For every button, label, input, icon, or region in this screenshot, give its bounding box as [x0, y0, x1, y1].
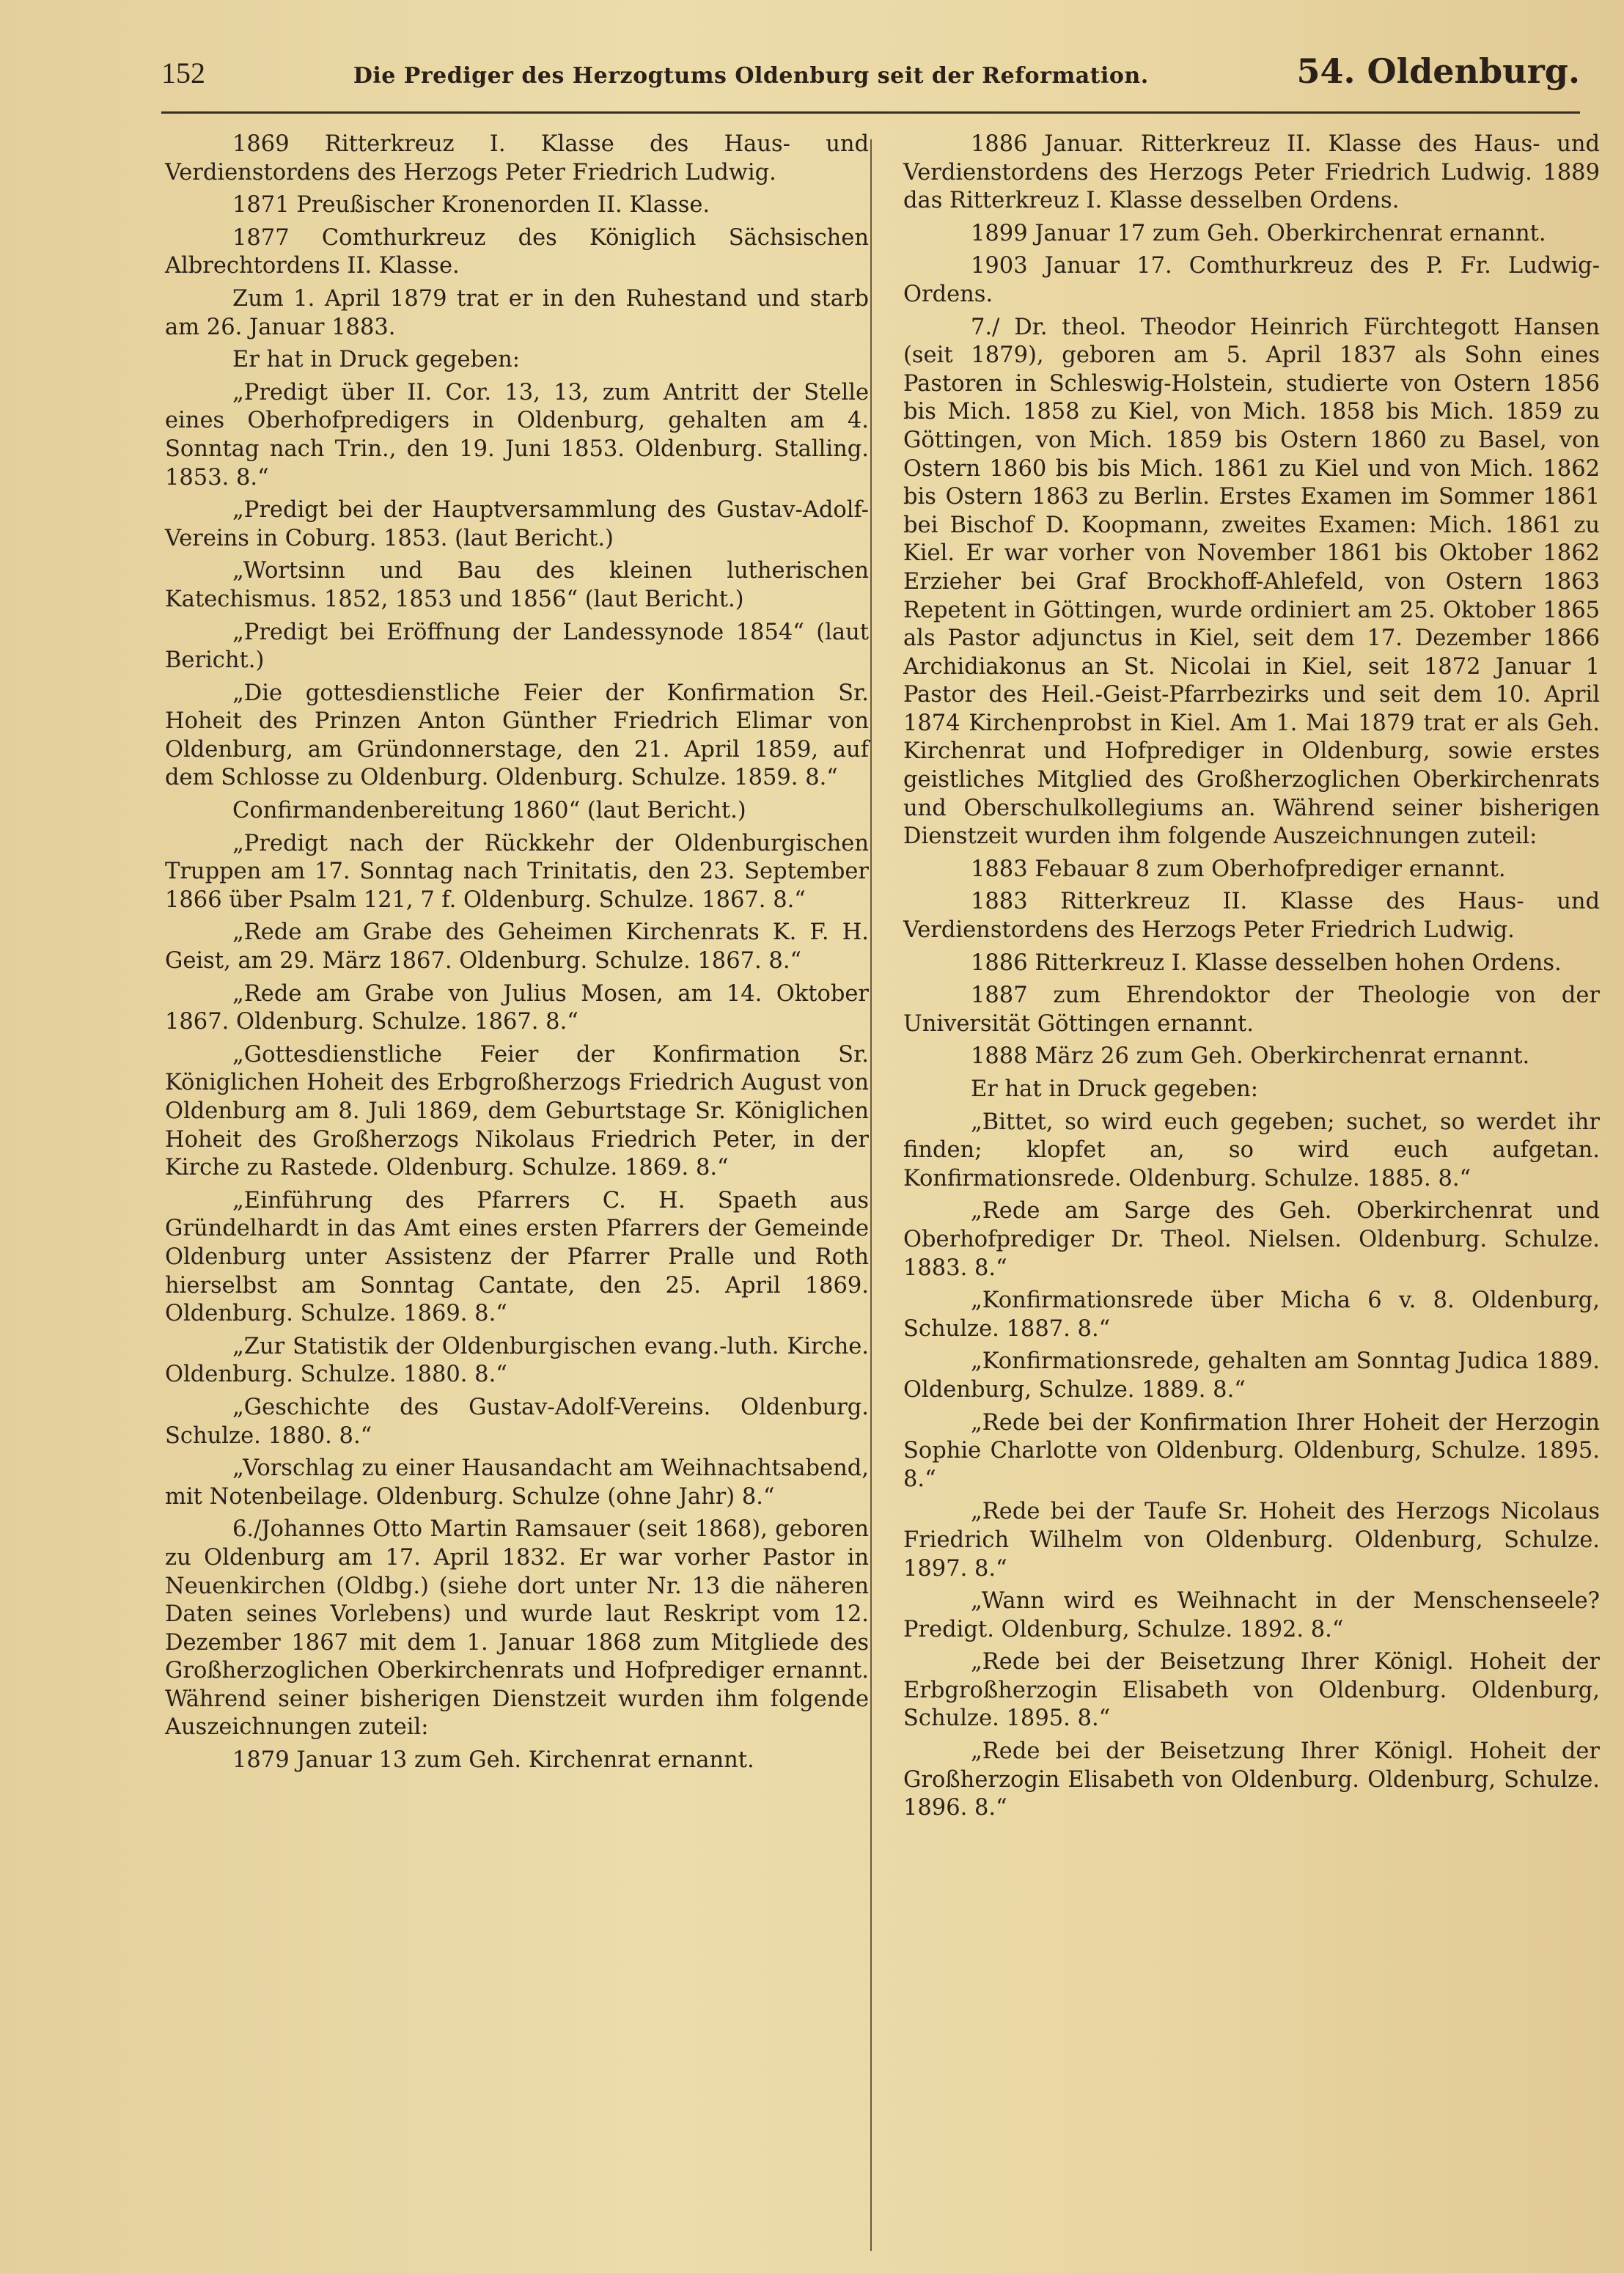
- paragraph: „Predigt bei Eröffnung der Landessynode 1854“ (laut Bericht.): [165, 619, 869, 674]
- paragraph: „Rede am Grabe des Geheimen Kirchenrats K. F. H. Geist, am 29. März 1867. Oldenburg. Schulze. 1867. 8.“: [165, 919, 869, 974]
- paragraph: „Zur Statistik der Oldenburgischen evang.-luth. Kirche. Oldenburg. Schulze. 1880. 8.“: [165, 1333, 869, 1388]
- paragraph: „Rede bei der Taufe Sr. Hoheit des Herzogs Nicolaus Friedrich Wilhelm von Oldenburg. Oldenburg, Schulze. 1897. 8.“: [903, 1499, 1600, 1582]
- paragraph: „Rede am Grabe von Julius Mosen, am 14. Oktober 1867. Oldenburg. Schulze. 1867. 8.“: [165, 980, 869, 1035]
- paragraph: 1883 Ritterkreuz II. Klasse des Haus- und Verdienstordens des Herzogs Peter Friedrich Ludwig.: [903, 889, 1600, 944]
- paragraph: 1871 Preußischer Kronenorden II. Klasse.: [232, 192, 710, 219]
- paragraph: 1899 Januar 17 zum Geh. Oberkirchenrat ernannt.: [971, 220, 1546, 246]
- paragraph: „Rede bei der Konfirmation Ihrer Hoheit der Herzogin Sophie Charlotte von Oldenburg. Oldenburg, Schulze. 1895. 8.“: [903, 1409, 1600, 1492]
- paragraph: „Konfirmationsrede, gehalten am Sonntag Judica 1889. Oldenburg, Schulze. 1889. 8.“: [903, 1348, 1600, 1403]
- paragraph: 1888 März 26 zum Geh. Oberkirchenrat ernannt.: [971, 1043, 1530, 1070]
- paragraph: 6./Johannes Otto Martin Ramsauer (seit 1868), geboren zu Oldenburg am 17. April 1832. Er war vorher Pastor in Neuenkirchen (Oldbg.) (siehe dort unter Nr. 13 die näheren Daten seines Vorlebens) und wurde laut Reskript vom 12. Dezember 1867 mit dem 1. Januar 1868 zum Mitgliede des Großherzoglichen Oberkirchenrats und Hofprediger ernannt. Während seiner bisherigen Dienstzeit wurden ihm folgende Auszeichnungen zuteil:: [165, 1516, 869, 1741]
- paragraph: Confirmandenbereitung 1860“ (laut Bericht.): [232, 798, 746, 824]
- left-column: [165, 131, 869, 1780]
- paragraph: „Gottesdienstliche Feier der Konfirmation Sr. Königlichen Hoheit des Erbgroßherzogs Friedrich August von Oldenburg am 8. Juli 1869, dem Geburtstage Sr. Königlichen Hoheit des Großherzogs Nikolaus Friedrich Peter, in der Kirche zu Rastede. Oldenburg. Schulze. 1869. 8.“: [165, 1041, 869, 1181]
- paragraph: „Vorschlag zu einer Hausandacht am Weihnachtsabend, mit Notenbeilage. Oldenburg. Schulze (ohne Jahr) 8.“: [165, 1455, 869, 1510]
- paragraph: 1879 Januar 13 zum Geh. Kirchenrat ernannt.: [232, 1747, 754, 1774]
- paragraph: 1887 zum Ehrendoktor der Theologie von der Universität Göttingen ernannt.: [903, 983, 1600, 1037]
- paragraph: 1886 Januar. Ritterkreuz II. Klasse des Haus- und Verdienstordens des Herzogs Peter Friedrich Ludwig. 1889 das Ritterkreuz I. Klasse desselben Ordens.: [903, 131, 1600, 214]
- paragraph: „Bittet, so wird euch gegeben; suchet, so werdet ihr finden; klopfet an, so wird euch aufgetan. Konfirmationsrede. Oldenburg. Schulze. 1885. 8.“: [903, 1109, 1600, 1191]
- paragraph: Zum 1. April 1879 trat er in den Ruhestand und starb am 26. Januar 1883.: [165, 285, 869, 340]
- paragraph: „Einführung des Pfarrers C. H. Spaeth aus Gründelhardt in das Amt eines ersten Pfarrers der Gemeinde Oldenburg unter Assistenz der Pfarrer Pralle und Roth hierselbst am Sonntag Cantate, den 25. April 1869. Oldenburg. Schulze. 1869. 8.“: [165, 1187, 869, 1327]
- paragraph: „Rede am Sarge des Geh. Oberkirchenrat und Oberhofprediger Dr. Theol. Nielsen. Oldenburg. Schulze. 1883. 8.“: [903, 1198, 1600, 1281]
- paragraph: 1886 Ritterkreuz I. Klasse desselben hohen Ordens.: [971, 950, 1562, 976]
- section-title: 54. Oldenburg.: [1296, 51, 1580, 91]
- paragraph: „Predigt nach der Rückkehr der Oldenburgischen Truppen am 17. Sonntag nach Trinitatis, den 23. September 1866 über Psalm 121, 7 f. Oldenburg. Schulze. 1867. 8.“: [165, 830, 869, 913]
- paragraph: „Predigt bei der Hauptversammlung des Gustav-Adolf-Vereins in Coburg. 1853. (laut Bericht.): [165, 497, 869, 551]
- paragraph: 1883 Febauar 8 zum Oberhofprediger ernannt.: [971, 856, 1506, 882]
- paragraph: „Wortsinn und Bau des kleinen lutherischen Katechismus. 1852, 1853 und 1856“ (laut Bericht.): [165, 558, 869, 612]
- paragraph: „Geschichte des Gustav-Adolf-Vereins. Oldenburg. Schulze. 1880. 8.“: [165, 1394, 869, 1449]
- paragraph: 1869 Ritterkreuz I. Klasse des Haus- und Verdienstordens des Herzogs Peter Friedrich Ludwig.: [165, 131, 869, 186]
- paragraph: „Konfirmationsrede über Micha 6 v. 8. Oldenburg, Schulze. 1887. 8.“: [903, 1288, 1600, 1342]
- right-column: [903, 131, 1600, 1827]
- paragraph: „Rede bei der Beisetzung Ihrer Königl. Hoheit der Großherzogin Elisabeth von Oldenburg. Oldenburg, Schulze. 1896. 8.“: [903, 1738, 1600, 1821]
- paragraph: 1877 Comthurkreuz des Königlich Sächsischen Albrechtordens II. Klasse.: [165, 224, 869, 279]
- paragraph: 1903 Januar 17. Comthurkreuz des P. Fr. Ludwig-Ordens.: [903, 253, 1600, 307]
- paragraph: „Predigt über II. Cor. 13, 13, zum Antritt der Stelle eines Oberhofpredigers in Oldenburg, gehalten am 4. Sonntag nach Trin., den 19. Juni 1853. Oldenburg. Stalling. 1853. 8.“: [165, 379, 869, 491]
- column-divider: [870, 139, 872, 2251]
- paragraph: „Die gottesdienstliche Feier der Konfirmation Sr. Hoheit des Prinzen Anton Günther Friedrich Elimar von Oldenburg, am Gründonnerstage, den 21. April 1859, auf dem Schlosse zu Oldenburg. Oldenburg. Schulze. 1859. 8.“: [165, 680, 869, 791]
- paragraph: Er hat in Druck gegeben:: [232, 347, 520, 373]
- page-number: 152: [161, 56, 205, 89]
- paragraph: „Wann wird es Weihnacht in der Menschenseele? Predigt. Oldenburg, Schulze. 1892. 8.“: [903, 1588, 1600, 1642]
- paragraph: Er hat in Druck gegeben:: [971, 1076, 1258, 1102]
- header-rule: [161, 111, 1580, 114]
- paragraph: 7./ Dr. theol. Theodor Heinrich Fürchtegott Hansen (seit 1879), geboren am 5. April 1837 als Sohn eines Pastoren in Schleswig-Holstein, studierte von Ostern 1856 bis Mich. 1858 zu Kiel, von Mich. 1858 bis Mich. 1859 zu Göttingen, von Mich. 1859 bis Ostern 1860 zu Basel, von Ostern 1860 bis bis Mich. 1861 zu Kiel und von Mich. 1862 bis Ostern 1863 zu Berlin. Erstes Examen im Sommer 1861 bei Bischof D. Koopmann, zweites Examen: Mich. 1861 zu Kiel. Er war vorher von November 1861 bis Oktober 1862 Erzieher bei Graf Brockhoff-Ahlefeld, von Ostern 1863 Repetent in Göttingen, wurde ordiniert am 25. Oktober 1865 als Pastor adjunctus in Kiel, seit dem 17. Dezember 1866 Archidiakonus an St. Nicolai in Kiel, seit 1872 Januar 1 Pastor des Heil.-Geist-Pfarrbezirks und seit dem 10. April 1874 Kirchenprobst in Kiel. Am 1. Mai 1879 trat er als Geh. Kirchenrat und Hofprediger in Oldenburg, sowie erstes geistliches Mitglied des Großherzoglichen Oberkirchenrats und Oberschulkollegiums an. Während seiner bisherigen Dienstzeit wurden ihm folgende Auszeichnungen zuteil:: [903, 314, 1600, 850]
- page-header: [161, 51, 1580, 103]
- paragraph: „Rede bei der Beisetzung Ihrer Königl. Hoheit der Erbgroßherzogin Elisabeth von Oldenburg. Oldenburg, Schulze. 1895. 8.“: [903, 1649, 1600, 1732]
- running-title: Die Prediger des Herzogtums Oldenburg seit der Reformation.: [353, 63, 1149, 89]
